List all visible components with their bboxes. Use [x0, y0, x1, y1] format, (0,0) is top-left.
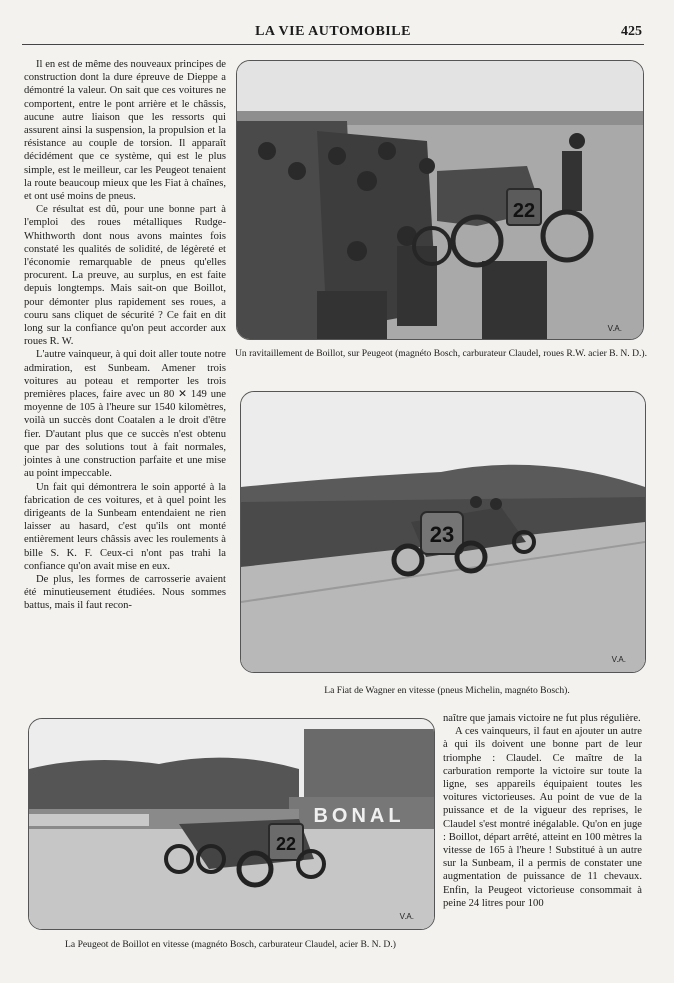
photo-fiat-wagner	[240, 391, 646, 673]
page-header	[22, 22, 644, 45]
journal-title: LA VIE AUTOMOBILE	[255, 24, 411, 39]
photo-credit: V.A.	[399, 912, 414, 921]
paragraph: Ce résultat est dû, pour une bonne part à l'emploi des roues métalliques Rudge-Whithworth dont nous avons maintes fois constaté les qualités de solidité, de légèreté et l'économie remarquable de pneus qu'elles procurent. La preuve, au surplus, en est faite depuis longtemps. Mais sait-on que Boillot, pour démonter plus rapidement ses roues, a couru sans cliquet de sécurité ? Ce fait en dit long sur la confiance qu'on peut accorder aux roues R. W.	[24, 204, 226, 348]
photo-refuelling	[236, 60, 644, 340]
left-column	[24, 58, 226, 613]
photo-peugeot-boillot	[28, 718, 435, 930]
paragraph: L'autre vainqueur, à qui doit aller toute notre admiration, est Sunbeam. Amener trois voitures au poteau et remporter les trois premières places, faire avec un 80 ✕ 149 une moyenne de 105 à l'heure sur 1540 kilomètres, voilà un succès dont Coatalen a le droit d'être fier. D'autant plus que ce succès n'est obtenu que par des solutions tout à fait normales, jointes à une construction parfaite et une mise au point impeccable.	[24, 349, 226, 480]
caption-refuelling: Un ravitaillement de Boillot, sur Peugeot (magnéto Bosch, carburateur Claudel, roues R.W. acier B. N. D.).	[234, 348, 648, 359]
right-column	[443, 712, 642, 910]
paragraph: Un fait qui démontrera le soin apporté à la fabrication de ces voitures, et à quel point les dirigeants de la Sunbeam entendaient ne rien laisser au hasard, c'est qu'ils ont monté entièrement leurs châssis avec les roulements à bille S. K. F. Ceux-ci n'ont pas trahi la confiance qu'on avait mise en eux.	[24, 481, 226, 572]
paragraph: naître que jamais victoire ne fut plus régulière.	[443, 713, 641, 724]
photo-credit: V.A.	[607, 324, 622, 333]
paragraph: De plus, les formes de carrosserie avaient été minutieusement étudiées. Nous sommes battus, mais il faut recon-	[24, 573, 226, 612]
bonal-sign: BONAL	[313, 805, 405, 827]
car-number-label: 23	[429, 522, 455, 547]
caption-fiat-wagner: La Fiat de Wagner en vitesse (pneus Michelin, magnéto Bosch).	[324, 685, 570, 696]
paragraph: Il en est de même des nouveaux principes de construction dont la dure épreuve de Dieppe a démontré la valeur. On sait que ces voitures ne comportent, entre le pont arrière et le châssis, aucune autre liaison que les ressorts qui assurent ainsi la suspension, la propulsion et la résistance au couple de torsion. Il apparaît décidément que ce système, qui est le plus simple, est le meilleur, car les Peugeot tenaient la route beaucoup mieux que les Fiat à chaînes, et ont usé moins de pneus.	[24, 59, 226, 203]
car-number-label: 22	[512, 200, 536, 222]
photo-credit: V.A.	[611, 655, 626, 664]
caption-peugeot-boillot: La Peugeot de Boillot en vitesse (magnéto Bosch, carburateur Claudel, acier B. N. D.)	[65, 939, 396, 950]
page-number: 425	[621, 24, 642, 39]
paragraph: A ces vainqueurs, il faut en ajouter un autre à qui ils doivent une bonne part de leur triomphe : Claudel. Ce maître de la carburation remporte la victoire sur toute la ligne, ses appareils équipaient toutes les voitures victorieuses. Au point de vue de la puissance et de la vigueur des reprises, le Claudel s'est montré inégalable. Qu'on en juge : Boillot, départ arrêté, atteint en 100 mètres la vitesse de 165 à l'heure ! Substitué à un autre sur la Sunbeam, il a permis de constater une augmentation de puissance de 11 chevaux. Enfin, la Peugeot victorieuse consommait à peine 24 litres pour 100	[443, 726, 642, 909]
car-number-label: 22	[275, 834, 297, 854]
